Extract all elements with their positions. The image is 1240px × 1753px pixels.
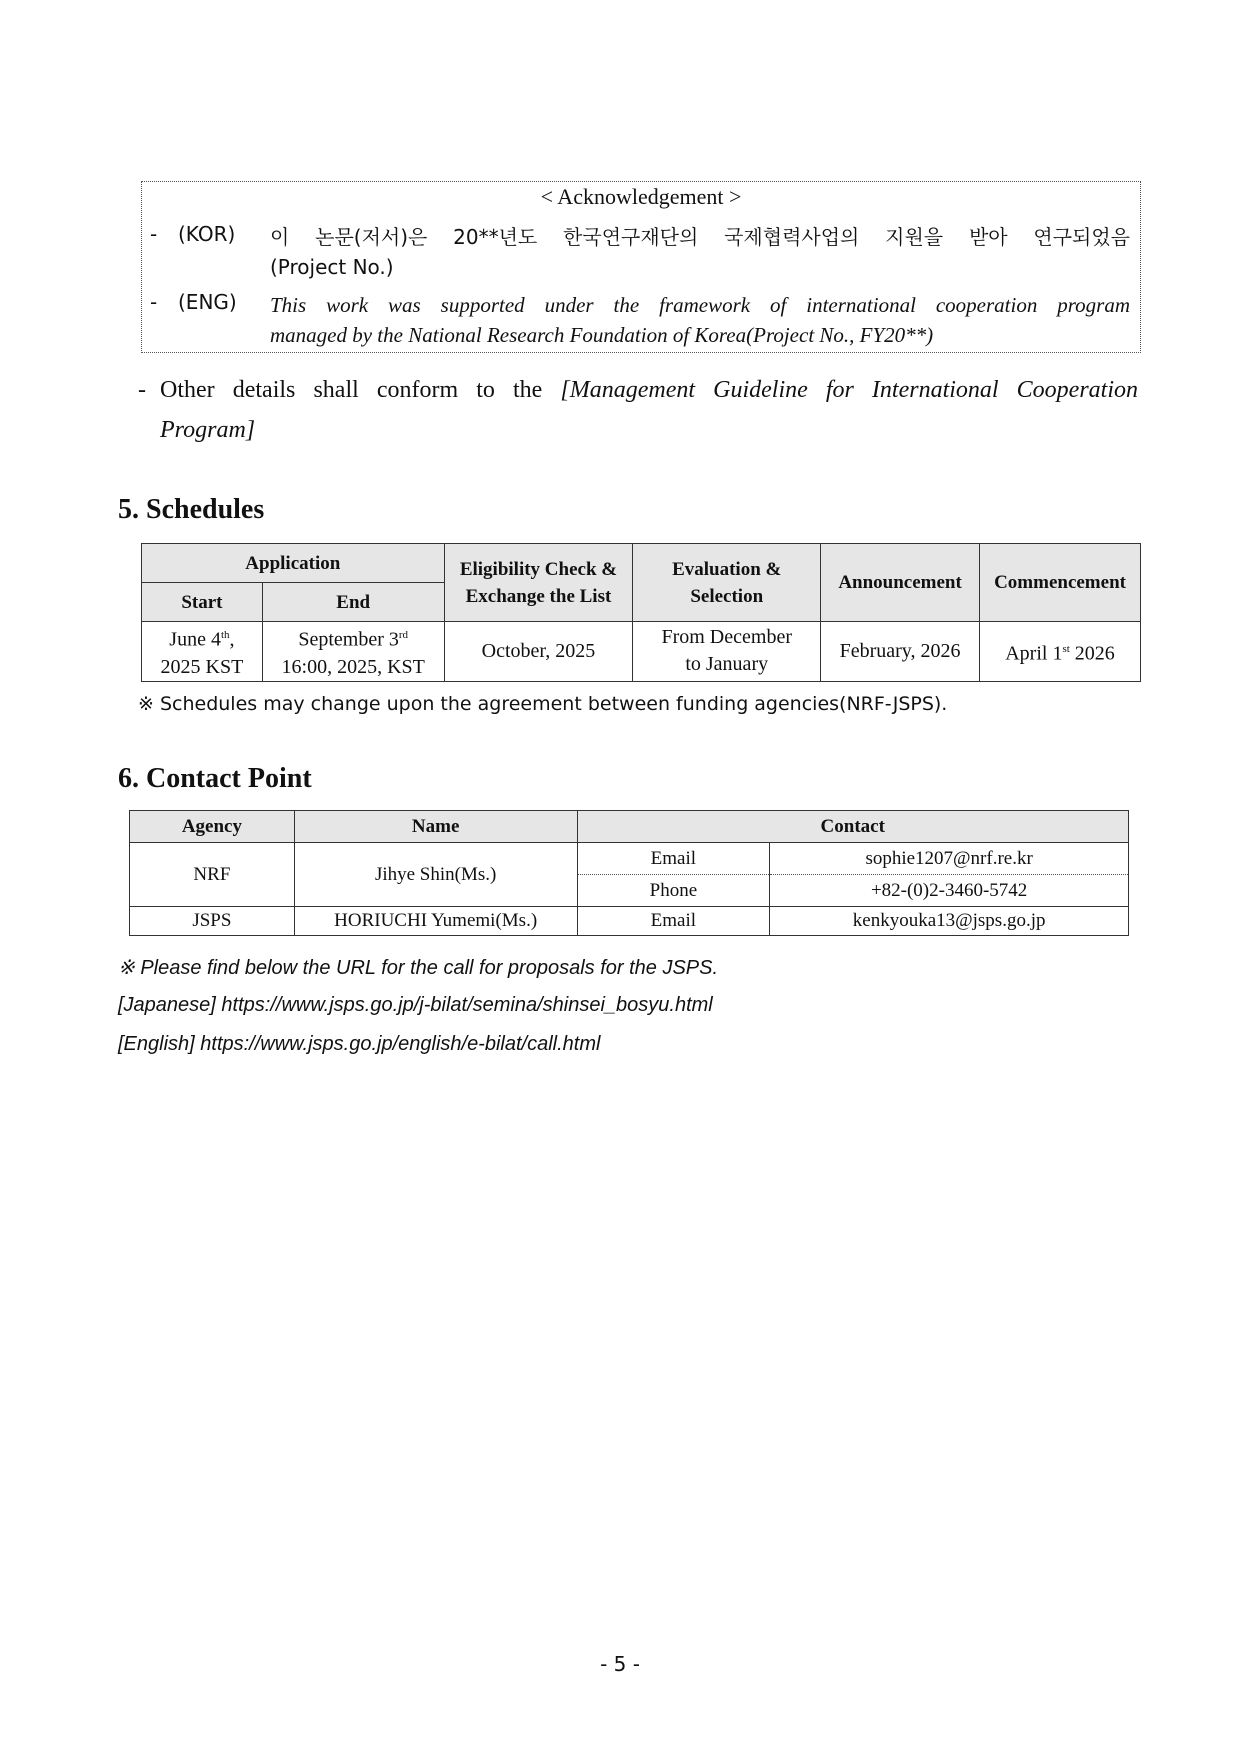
- end-line2: 16:00, 2025, KST: [281, 655, 425, 678]
- evaluation-line1: From December: [661, 626, 792, 649]
- header-end: End: [262, 583, 444, 622]
- eng-dash: -: [150, 290, 158, 314]
- commencement-year: 2026: [1069, 642, 1115, 665]
- jsps-english-url[interactable]: [English] https://www.jsps.go.jp/english/e-bilat/call.html: [118, 1033, 601, 1055]
- end-date: September 3: [298, 628, 399, 651]
- header-evaluation-line1: Evaluation &: [672, 558, 782, 580]
- jsps-call-note: ※ Please find below the URL for the call for proposals for the JSPS.: [118, 957, 719, 979]
- nrf-name: Jihye Shin(Ms.): [294, 843, 577, 907]
- other-details-line1: [160, 370, 1138, 410]
- acknowledgement-box: [141, 181, 1141, 353]
- header-start: Start: [142, 583, 263, 622]
- kor-dash: -: [150, 222, 158, 246]
- kor-text-line2: (Project No.): [270, 255, 394, 279]
- start-line1: [142, 622, 262, 654]
- start-comma: ,: [229, 628, 235, 651]
- header-contact: Contact: [577, 811, 1129, 843]
- header-eligibility: [444, 544, 633, 622]
- nrf-email-label: Email: [577, 843, 770, 875]
- header-eligibility-line1: Eligibility Check &: [459, 558, 618, 580]
- guideline-title-part1: [Management Guideline for International Cooperation: [560, 377, 1139, 403]
- evaluation-line2: to January: [685, 653, 769, 676]
- page-number: - 5 -: [600, 1652, 640, 1676]
- header-name: Name: [294, 811, 577, 843]
- start-sup: th: [220, 629, 230, 641]
- commencement-sup: st: [1062, 642, 1070, 655]
- acknowledgement-eng: [150, 290, 1130, 350]
- header-commencement: Commencement: [980, 544, 1141, 622]
- jsps-japanese-url[interactable]: [Japanese] https://www.jsps.go.jp/j-bilat/semina/shinsei_bosyu.html: [118, 994, 713, 1016]
- header-announcement: Announcement: [821, 544, 980, 622]
- nrf-email[interactable]: sophie1207@nrf.re.kr: [770, 843, 1129, 875]
- jsps-name: HORIUCHI Yumemi(Ms.): [294, 907, 577, 936]
- other-details-text: Other details shall conform to the: [160, 377, 561, 403]
- schedules-heading: 5. Schedules: [118, 494, 265, 525]
- eng-text-line1: This work was supported under the framework of international cooperation program: [270, 293, 1130, 317]
- end-sup: rd: [398, 629, 409, 641]
- jsps-email[interactable]: kenkyouka13@jsps.go.jp: [770, 907, 1129, 936]
- eng-text-line2: managed by the National Research Foundation of Korea(Project No., FY20**): [270, 323, 934, 347]
- eng-tag: (ENG): [178, 290, 237, 314]
- guideline-title-part2: Program]: [160, 417, 256, 443]
- contact-table: [129, 810, 1129, 936]
- schedules-note: ※ Schedules may change upon the agreement between funding agencies(NRF-JSPS).: [138, 693, 948, 715]
- header-evaluation: [633, 544, 821, 622]
- cell-start: [142, 622, 263, 682]
- schedules-table: [141, 543, 1141, 682]
- other-details-dash: -: [138, 377, 146, 403]
- nrf-phone-label: Phone: [577, 875, 770, 907]
- nrf-agency: NRF: [130, 843, 295, 907]
- kor-tag: (KOR): [178, 222, 236, 246]
- jsps-agency: JSPS: [130, 907, 295, 936]
- start-line2: 2025 KST: [160, 655, 244, 678]
- header-evaluation-line2: Selection: [690, 585, 764, 607]
- acknowledgement-title: < Acknowledgement >: [540, 184, 742, 209]
- start-date: June 4: [169, 628, 221, 651]
- cell-evaluation: [633, 622, 821, 682]
- kor-text-line1: 이 논문(저서)은 20**년도 한국연구재단의 국제협력사업의 지원을 받아 연구되었음: [270, 225, 1130, 249]
- header-agency: Agency: [130, 811, 295, 843]
- cell-eligibility: October, 2025: [444, 622, 633, 682]
- header-application: Application: [142, 544, 445, 583]
- jsps-email-label: Email: [577, 907, 770, 936]
- end-line1: [263, 622, 444, 654]
- acknowledgement-kor: [150, 222, 1130, 282]
- contact-heading: 6. Contact Point: [118, 763, 312, 794]
- nrf-phone: +82-(0)2-3460-5742: [770, 875, 1129, 907]
- commencement-date: April 1: [1005, 642, 1063, 665]
- cell-commencement: [980, 622, 1141, 682]
- header-eligibility-line2: Exchange the List: [465, 585, 612, 607]
- cell-announcement: February, 2026: [821, 622, 980, 682]
- cell-end: [262, 622, 444, 682]
